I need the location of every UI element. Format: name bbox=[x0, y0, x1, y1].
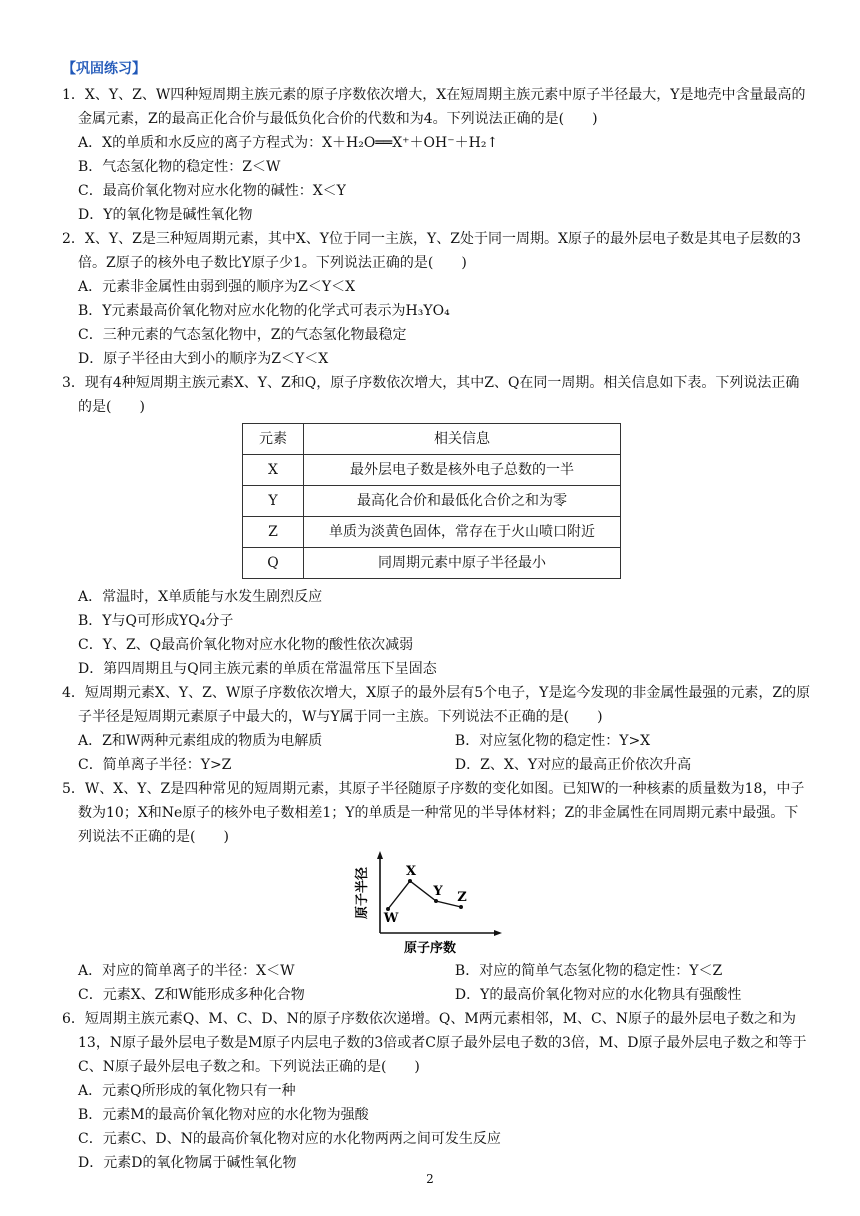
option-d: D．元素D的氧化物属于碱性氧化物 bbox=[78, 1155, 297, 1171]
x-axis-arrow bbox=[494, 930, 502, 936]
option-d: D．Y的最高价氧化物对应的水化物具有强酸性 bbox=[454, 987, 742, 1003]
option-b: B．Y元素最高价氧化物对应水化物的化学式可表示为H₃YO₄ bbox=[78, 303, 450, 319]
option-d: D．Y的氧化物是碱性氧化物 bbox=[78, 207, 253, 223]
table-cell: 单质为淡黄色固体，常存在于火山喷口附近 bbox=[304, 517, 621, 548]
option-a: A．X的单质和水反应的离子方程式为：X＋H₂O══X⁺＋OH⁻＋H₂↑ bbox=[78, 135, 499, 151]
option-c: C．最高价氧化物对应水化物的碱性：X＜Y bbox=[78, 183, 346, 199]
table-cell: 最高化合价和最低化合价之和为零 bbox=[304, 486, 621, 517]
table-row bbox=[243, 455, 621, 486]
option-b: B．元素M的最高价氧化物对应的水化物为强酸 bbox=[78, 1107, 369, 1123]
option-a: A．元素非金属性由弱到强的顺序为Z＜Y＜X bbox=[78, 279, 356, 295]
option-c: C．三种元素的气态氢化物中，Z的气态氢化物最稳定 bbox=[78, 327, 407, 343]
point-y bbox=[434, 899, 438, 903]
question-stem: 3．现有4种短周期主族元素X、Y、Z和Q，原子序数依次增大，其中Z、Q在同一周期。相关信息如下表。下列说法正确的是( ) bbox=[62, 375, 800, 415]
element-info-table bbox=[242, 423, 621, 579]
question-5 bbox=[62, 777, 812, 1007]
question-stem: 4．短周期元素X、Y、Z、W原子序数依次增大，X原子的最外层有5个电子，Y是迄今发现的非金属性最强的元素，Z的原子半径是短周期元素原子中最大的，W与Y属于同一主族。下列说法不正确的是( ) bbox=[62, 685, 811, 725]
option-row bbox=[62, 753, 812, 777]
option-c: C．Y、Z、Q最高价氧化物对应水化物的酸性依次减弱 bbox=[78, 637, 414, 653]
question-3 bbox=[62, 371, 812, 681]
option-a: A．对应的简单离子的半径：X＜W bbox=[78, 963, 295, 979]
table-cell: X bbox=[243, 455, 304, 486]
option-b: B．Y与Q可形成YQ₄分子 bbox=[78, 613, 234, 629]
option-b: B．对应的简单气态氢化物的稳定性：Y＜Z bbox=[454, 963, 723, 979]
option-row bbox=[62, 983, 812, 1007]
point-z bbox=[459, 905, 463, 909]
question-6 bbox=[62, 1007, 812, 1175]
question-stem: 2．X、Y、Z是三种短周期元素，其中X、Y位于同一主族，Y、Z处于同一周期。X原子的最外层电子数是其电子层数的3倍。Z原子的核外电子数比Y原子少1。下列说法正确的是( ) bbox=[62, 231, 801, 271]
option-a: A．元素Q所形成的氧化物只有一种 bbox=[78, 1083, 296, 1099]
table-cell: Q bbox=[243, 548, 304, 579]
question-1 bbox=[62, 83, 812, 227]
option-b: B．气态氢化物的稳定性：Z＜W bbox=[78, 159, 281, 175]
table-row bbox=[243, 517, 621, 548]
radius-curve bbox=[388, 881, 461, 909]
option-row bbox=[62, 729, 812, 753]
radius-plot bbox=[352, 851, 502, 955]
option-b: B．对应氢化物的稳定性：Y>X bbox=[454, 733, 651, 749]
x-axis-label: 原子序数 bbox=[403, 941, 457, 955]
question-2 bbox=[62, 227, 812, 371]
table-header-row bbox=[243, 424, 621, 455]
table-header: 相关信息 bbox=[304, 424, 621, 455]
table-row bbox=[243, 486, 621, 517]
table-cell: Y bbox=[243, 486, 304, 517]
option-c: C．简单离子半径：Y>Z bbox=[78, 757, 232, 773]
option-a: A．常温时，X单质能与水发生剧烈反应 bbox=[78, 589, 323, 605]
point-label-x: X bbox=[405, 864, 417, 879]
y-axis-arrow bbox=[377, 851, 383, 859]
section-title: 【巩固练习】 bbox=[62, 61, 146, 77]
point-label-y: Y bbox=[433, 884, 443, 899]
point-x bbox=[408, 879, 412, 883]
point-label-z: Z bbox=[457, 890, 467, 905]
question-4 bbox=[62, 681, 812, 777]
page-number: 2 bbox=[426, 1172, 434, 1186]
option-c: C．元素X、Z和W能形成多种化合物 bbox=[78, 987, 305, 1003]
y-axis-label: 原子半径 bbox=[355, 866, 370, 920]
option-c: C．元素C、D、N的最高价氧化物对应的水化物两两之间可发生反应 bbox=[78, 1131, 501, 1147]
table-cell: 最外层电子数是核外电子总数的一半 bbox=[304, 455, 621, 486]
table-cell: Z bbox=[243, 517, 304, 548]
question-stem: 1．X、Y、Z、W四种短周期主族元素的原子序数依次增大，X在短周期主族元素中原子半径最大，Y是地壳中含量最高的金属元素，Z的最高正化合价与最低负化合价的代数和为4。下列说法正确的是( ) bbox=[62, 87, 806, 127]
point-label-w: W bbox=[383, 911, 399, 926]
option-d: D．Z、X、Y对应的最高正价依次升高 bbox=[454, 757, 692, 773]
table-cell: 同周期元素中原子半径最小 bbox=[304, 548, 621, 579]
question-stem: 5．W、X、Y、Z是四种常见的短周期元素，其原子半径随原子序数的变化如图。已知W的一种核素的质量数为18，中子数为10；X和Ne原子的核外电子数相差1；Y的单质是一种常见的半导体材料；Z的非金属性在同周期元素中最强。下列说法不正确的是( ) bbox=[62, 781, 805, 845]
option-d: D．第四周期且与Q同主族元素的单质在常温常压下呈固态 bbox=[78, 661, 437, 677]
table-header: 元素 bbox=[243, 424, 304, 455]
question-stem: 6．短周期主族元素Q、M、C、D、N的原子序数依次递增。Q、M两元素相邻，M、C、N原子的最外层电子数之和为13，N原子最外层电子数是M原子内层电子数的3倍或者C原子最外层电子数的3倍，M、D原子最外层电子数之和等于C、N原子最外层电子数之和。下列说法正确的是( ) bbox=[62, 1011, 807, 1075]
option-row bbox=[62, 959, 812, 983]
worksheet-page bbox=[62, 58, 812, 1175]
radius-figure bbox=[352, 851, 502, 955]
option-d: D．原子半径由大到小的顺序为Z＜Y＜X bbox=[78, 351, 329, 367]
option-a: A．Z和W两种元素组成的物质为电解质 bbox=[78, 733, 323, 749]
table-row bbox=[243, 548, 621, 579]
